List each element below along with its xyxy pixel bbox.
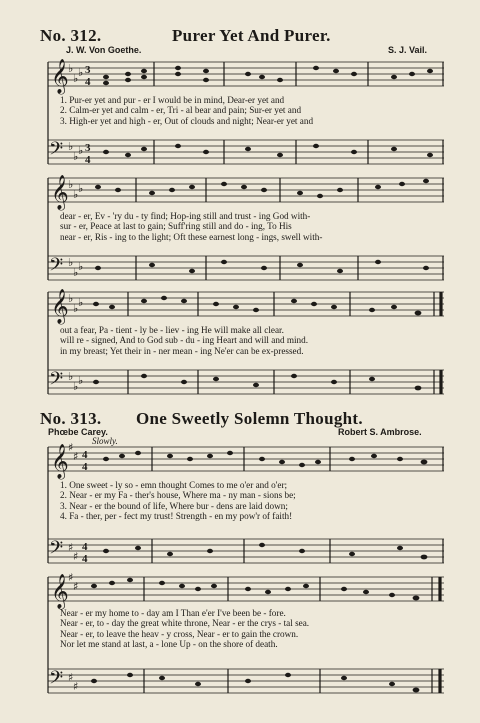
svg-text:♯: ♯ — [73, 450, 79, 463]
lyric-line: sur - er, Peace at last to gain; Suff'ring still and do - ing, To His — [60, 221, 292, 232]
treble-staff — [48, 289, 444, 325]
svg-text:3: 3 — [85, 64, 91, 76]
svg-text:♯: ♯ — [68, 571, 74, 584]
hymn-312-header — [40, 26, 450, 46]
lyric-line: out a fear, Pa - tient - ly be - liev - ing He will make all clear. — [60, 325, 284, 335]
svg-text:4: 4 — [82, 553, 88, 565]
svg-text:𝄢: 𝄢 — [49, 369, 64, 394]
svg-text:♭: ♭ — [73, 302, 79, 315]
svg-text:♭: ♭ — [78, 260, 84, 273]
svg-text:♯: ♯ — [73, 550, 79, 563]
lyric-line: 1. Pur-er yet and pur - er I would be in mind, Dear-er yet and — [60, 95, 285, 105]
hymn-title: Purer Yet And Purer. — [172, 26, 331, 45]
svg-text:♯: ♯ — [68, 671, 74, 684]
svg-text:𝄢: 𝄢 — [49, 139, 64, 164]
svg-text:4: 4 — [85, 154, 91, 166]
lyric-line: 3. High-er yet and high - er, Out of clouds and night; Near-er yet and — [60, 115, 314, 126]
svg-text:♭: ♭ — [78, 374, 84, 387]
svg-text:4: 4 — [85, 76, 91, 88]
hymn-title: One Sweetly Solemn Thought. — [136, 409, 363, 428]
lyric-line: dear - er, Ev - 'ry du - ty find; Hop-ing still and trust - ing God with- — [60, 211, 311, 221]
svg-text:𝄞: 𝄞 — [51, 175, 69, 210]
lyric-line: near - er, Ris - ing to the light; Oft these earnest long - ings, swell with- — [60, 231, 323, 242]
lyric-line: Near - er, to - day the great white throne, Near - er the crys - tal sea. — [60, 618, 310, 629]
lyric-line: 2. Calm-er yet and calm - er, Tri - al bear and pain; Sur-er yet and — [60, 105, 302, 116]
composer-credit: S. J. Vail. — [388, 45, 428, 55]
author-credit: Phœbe Carey. — [48, 427, 108, 437]
svg-text:𝄢: 𝄢 — [49, 538, 64, 563]
svg-text:♯: ♯ — [73, 680, 79, 693]
lyrics-system-5 — [60, 608, 438, 650]
hymn-number: No. 313. — [40, 409, 102, 428]
svg-text:𝄞: 𝄞 — [51, 289, 69, 324]
lyric-line: 4. Fa - ther, per - fect my trust! Strength - en my pow'r of faith! — [60, 511, 293, 522]
svg-text:4: 4 — [82, 449, 88, 461]
svg-text:4: 4 — [82, 541, 88, 553]
svg-text:♯: ♯ — [68, 541, 74, 554]
svg-text:♭: ♭ — [78, 144, 84, 157]
lyric-line: Near - er my home to - day am I Than e'er I've been be - fore. — [60, 608, 286, 618]
svg-text:𝄢: 𝄢 — [49, 255, 64, 280]
lyric-line: 2. Near - er my Fa - ther's house, Where ma - ny man - sions be; — [60, 490, 296, 501]
svg-text:♯: ♯ — [73, 580, 79, 593]
svg-text:♭: ♭ — [68, 62, 74, 75]
lyric-line: will re - signed, And to God sub - du - ing Heart and will and mind. — [60, 335, 309, 346]
svg-text:𝄞: 𝄞 — [51, 59, 69, 94]
svg-text:𝄞: 𝄞 — [51, 574, 69, 609]
svg-text:♭: ♭ — [78, 182, 84, 195]
lyric-line: 1. One sweet - ly so - emn thought Comes to me o'er and o'er; — [60, 480, 288, 490]
svg-text:4: 4 — [82, 461, 88, 473]
lyric-line: 3. Near - er the bound of life, Where bur - dens are laid down; — [60, 500, 288, 511]
svg-text:𝄢: 𝄢 — [49, 668, 64, 693]
lyrics-system-1 — [60, 95, 438, 126]
svg-text:♭: ♭ — [68, 292, 74, 305]
svg-text:♭: ♭ — [68, 370, 74, 383]
svg-text:♭: ♭ — [73, 380, 79, 393]
svg-text:♭: ♭ — [78, 66, 84, 79]
composer-credit: Robert S. Ambrose. — [338, 427, 422, 437]
svg-text:♯: ♯ — [68, 441, 74, 454]
hymn-313-header — [40, 409, 450, 429]
svg-text:♭: ♭ — [73, 72, 79, 85]
lyrics-system-2 — [60, 211, 438, 242]
lyrics-system-4 — [60, 480, 438, 522]
lyric-line: in my breast; Yet their in - ner mean - ing Ne'er can be ex-pressed. — [60, 345, 304, 356]
tempo-marking: Slowly. — [92, 436, 118, 446]
svg-text:3: 3 — [85, 142, 91, 154]
svg-text:𝄞: 𝄞 — [51, 444, 69, 479]
lyrics-system-3 — [60, 325, 438, 356]
lyric-line: Near - er, to leave the heav - y cross, Near - er to gain the crown. — [60, 628, 299, 639]
lyric-line: Nor let me stand at last, a - lone Up - on the shore of death. — [60, 639, 278, 650]
author-credit: J. W. Von Goethe. — [66, 45, 142, 55]
svg-text:♭: ♭ — [68, 140, 74, 153]
bass-staff — [48, 255, 444, 280]
svg-text:♭: ♭ — [78, 296, 84, 309]
svg-text:♭: ♭ — [73, 188, 79, 201]
svg-text:♭: ♭ — [73, 266, 79, 279]
treble-staff — [48, 175, 444, 211]
bass-staff — [48, 369, 444, 394]
svg-text:♭: ♭ — [68, 178, 74, 191]
svg-text:♭: ♭ — [73, 150, 79, 163]
svg-text:♭: ♭ — [68, 256, 74, 269]
hymn-number: No. 312. — [40, 26, 102, 45]
